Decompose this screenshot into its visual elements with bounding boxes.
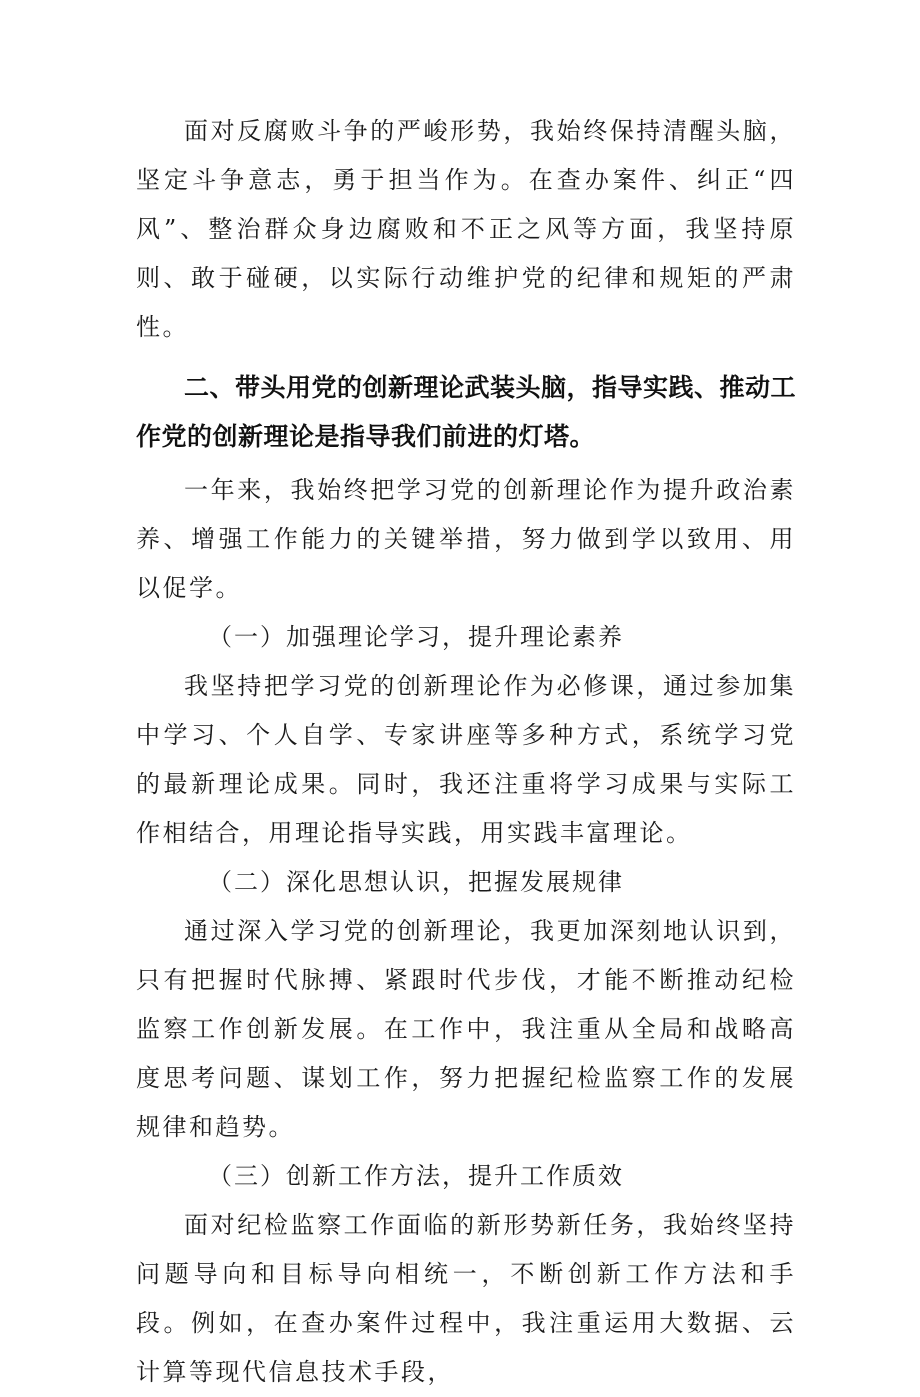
section-heading-two: 二、带头用党的创新理论武装头脑，指导实践、推动工作党的创新理论是指导我们前进的灯塔。 <box>136 373 797 451</box>
paragraph-anti-corruption: 面对反腐败斗争的严峻形势，我始终保持清醒头脑，坚定斗争意志，勇于担当作为。在查办案件、纠正“四风”、整治群众身边腐败和不正之风等方面，我坚持原则、敢于碰硬，以实际行动维护党的纪律和规矩的严肃性。 <box>136 117 796 341</box>
paragraph-innovate-methods: 面对纪检监察工作面临的新形势新任务，我始终坚持问题导向和目标导向相统一，不断创新工作方法和手段。例如，在查办案件过程中，我注重运用大数据、云计算等现代信息技术手段， <box>136 1211 796 1386</box>
paragraph-year-review: 一年来，我始终把学习党的创新理论作为提升政治素养、增强工作能力的关键举措，努力做到学以致用、用以促学。 <box>136 476 796 602</box>
document-body <box>136 107 796 1397</box>
subheading-two: （二）深化思想认识，把握发展规律 <box>208 868 624 896</box>
paragraph-theory-study: 我坚持把学习党的创新理论作为必修课，通过参加集中学习、个人自学、专家讲座等多种方式，系统学习党的最新理论成果。同时，我还注重将学习成果与实际工作相结合，用理论指导实践，用实践丰富理论。 <box>136 672 796 847</box>
paragraph-deepen-understanding: 通过深入学习党的创新理论，我更加深刻地认识到，只有把握时代脉搏、紧跟时代步伐，才能不断推动纪检监察工作创新发展。在工作中，我注重从全局和战略高度思考问题、谋划工作，努力把握纪检监察工作的发展规律和趋势。 <box>136 917 796 1141</box>
subheading-three: （三）创新工作方法，提升工作质效 <box>208 1162 624 1190</box>
subheading-one: （一）加强理论学习，提升理论素养 <box>208 623 624 651</box>
